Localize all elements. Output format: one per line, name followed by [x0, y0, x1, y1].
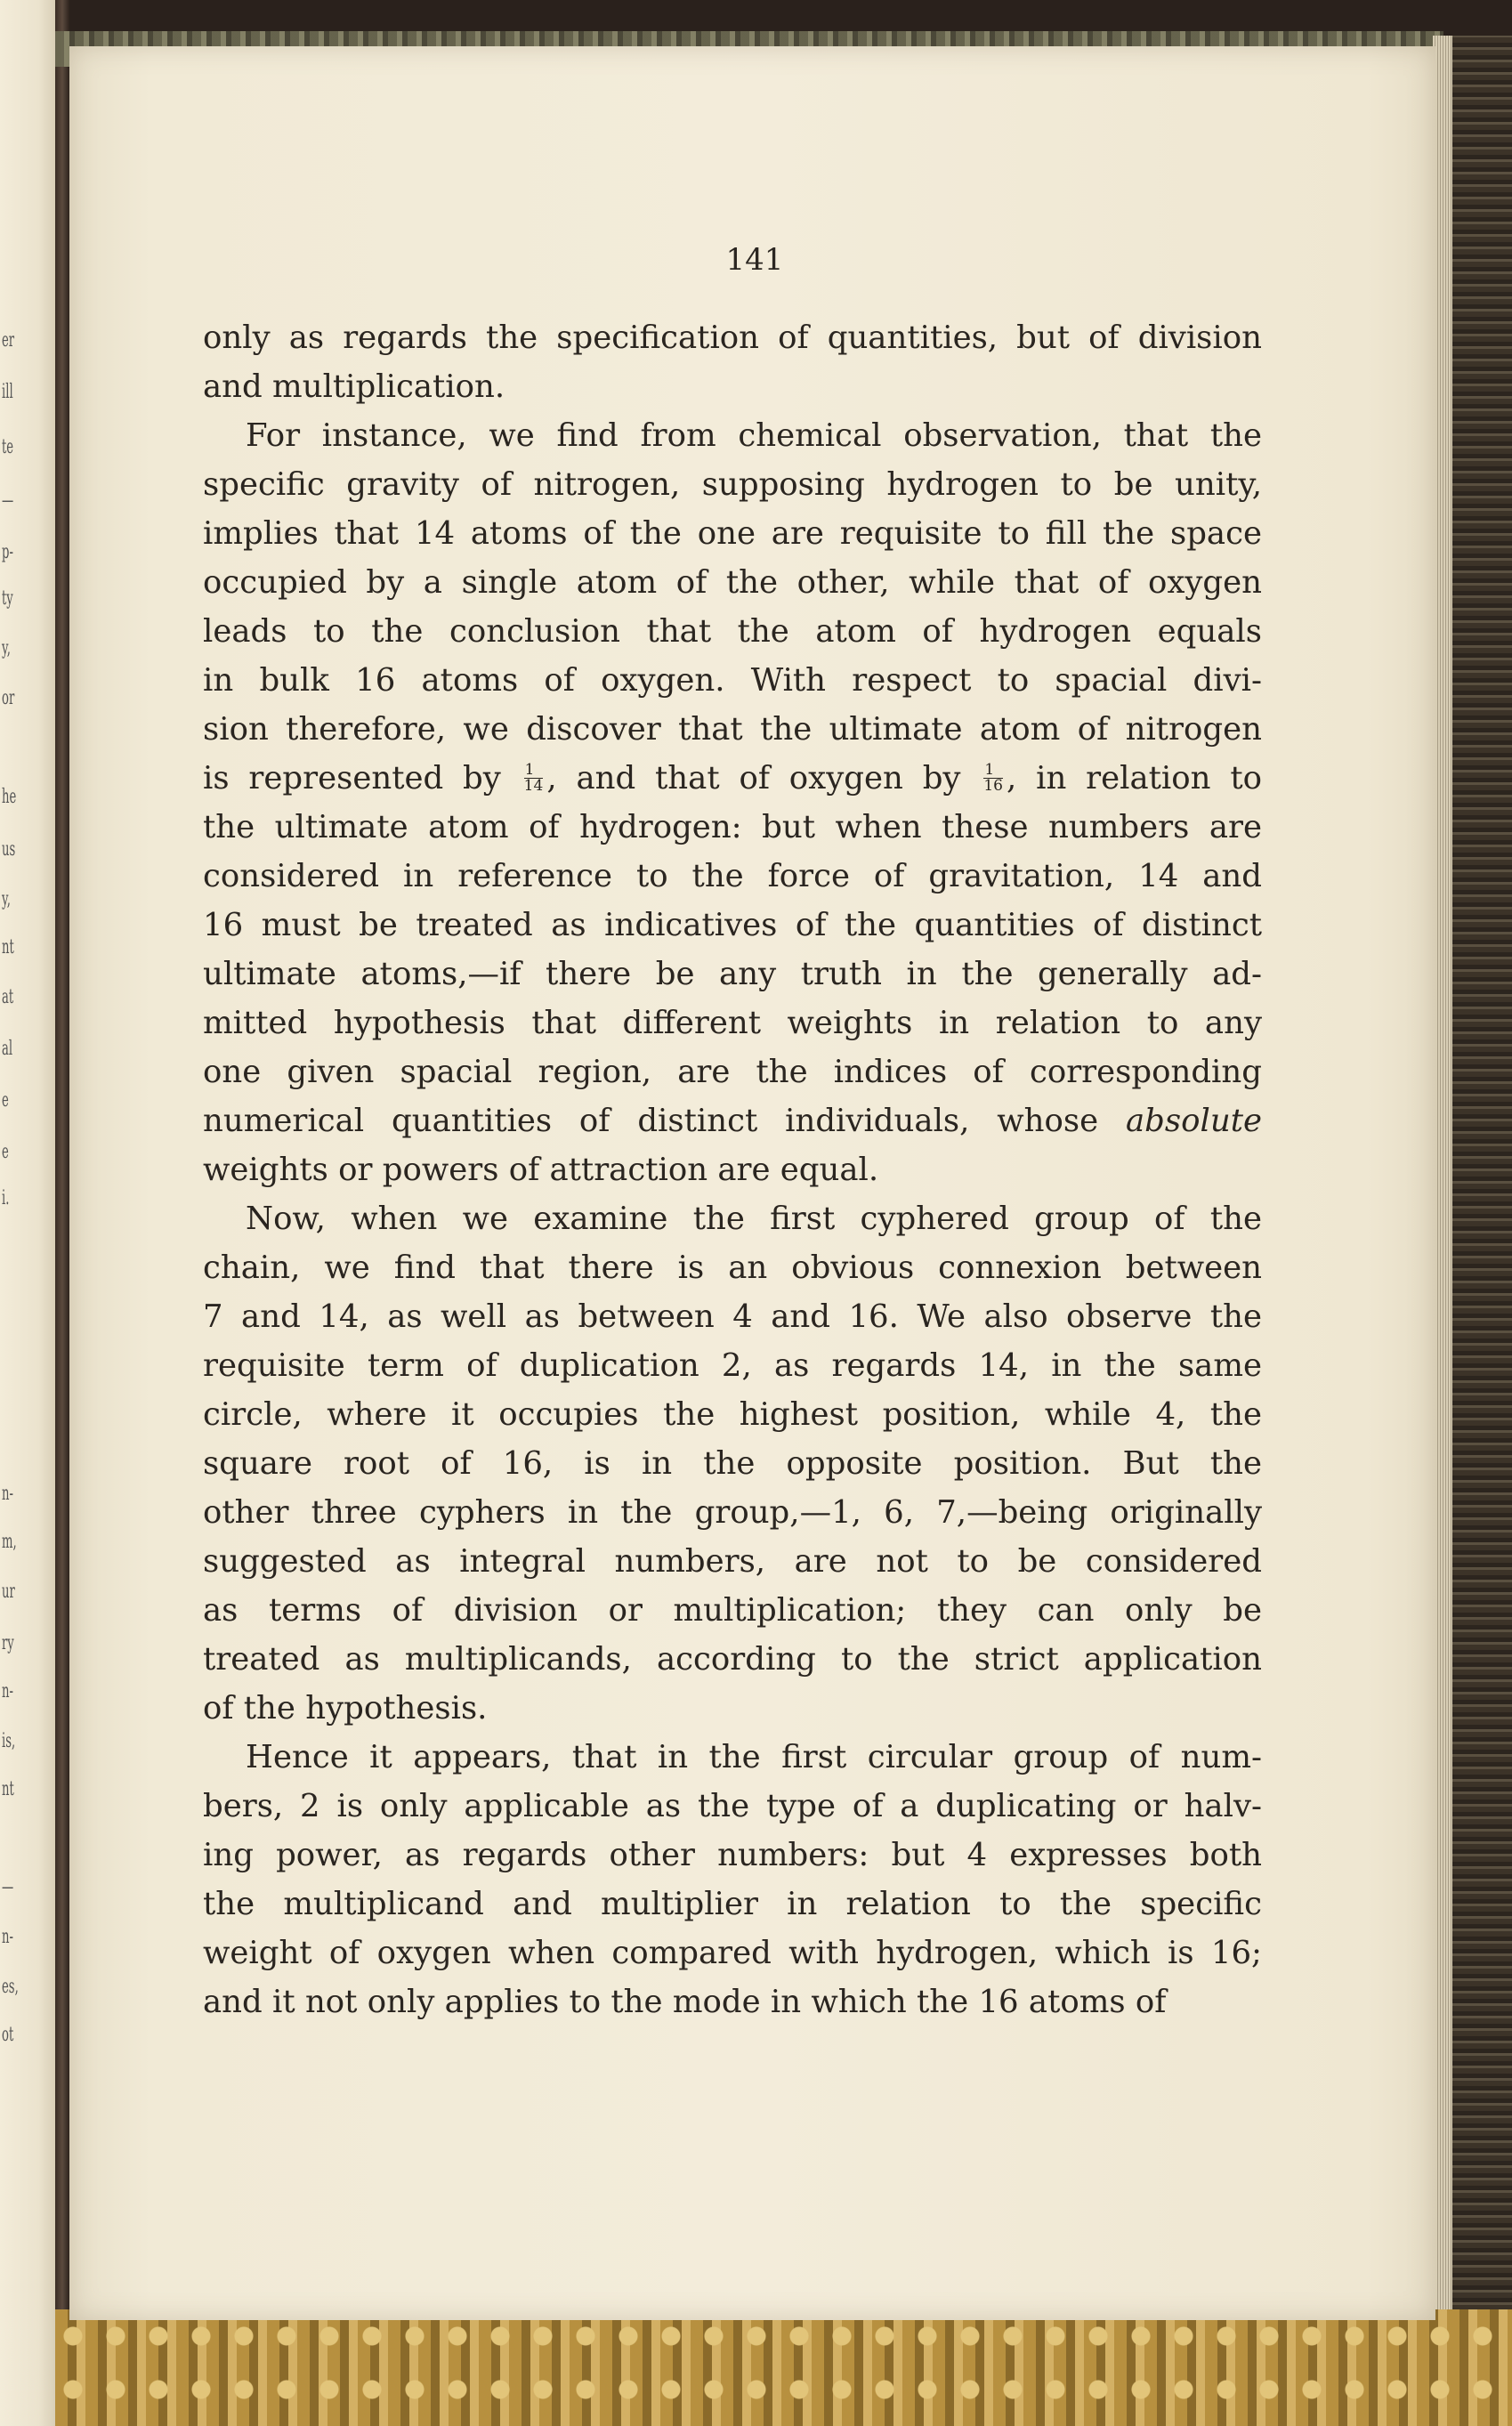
text-line [203, 1145, 1262, 1194]
margin-fragment: — [2, 1876, 14, 1898]
margin-fragment: ot [2, 2024, 14, 2046]
text-line [203, 1194, 1262, 1243]
margin-fragment: te [2, 436, 14, 458]
italic-word: absolute [1126, 1103, 1262, 1139]
text-segment: one given spacial region, are the indices of corresponding [203, 1054, 1262, 1090]
margin-fragment: e [2, 1141, 9, 1163]
text-line [203, 803, 1262, 852]
margin-fragment: — [2, 489, 14, 512]
margin-fragment: nt [2, 936, 14, 958]
text-segment: Hence it appears, that in the first circular group of num- [246, 1739, 1262, 1775]
text-line [203, 509, 1262, 558]
text-line [203, 852, 1262, 901]
page-number: 141 [725, 242, 784, 278]
text-line [203, 656, 1262, 705]
text-segment: the multiplicand and multiplier in relation to the specific [203, 1886, 1262, 1922]
margin-fragment: p- [2, 541, 13, 563]
text-line [203, 705, 1262, 754]
text-segment: numerical quantities of distinct individuals, whose [203, 1103, 1127, 1139]
text-line [203, 1488, 1262, 1537]
text-segment: considered in reference to the force of gravitation, 14 and [203, 858, 1262, 894]
right-book-edge [1433, 36, 1512, 2323]
text-segment: , and that of oxygen by [546, 760, 981, 797]
margin-fragment: y, [2, 637, 11, 659]
margin-fragment: er [2, 329, 15, 352]
text-segment: 7 and 14, as well as between 4 and 16. We also observe the [203, 1298, 1262, 1335]
text-segment: leads to the conclusion that the atom of hydrogen equals [203, 613, 1262, 650]
body-text [203, 313, 1262, 2026]
margin-fragment: y, [2, 888, 11, 910]
text-line [203, 1831, 1262, 1880]
text-segment: 16 must be treated as indicatives of the quantities of distinct [203, 907, 1262, 943]
margin-fragment: ry [2, 1632, 14, 1654]
margin-fragment: at [2, 986, 14, 1008]
margin-fragment: i. [2, 1187, 10, 1209]
text-line [203, 1390, 1262, 1439]
book-page [69, 46, 1435, 2320]
margin-fragment: es, [2, 1976, 19, 1998]
text-segment: occupied by a single atom of the other, while that of oxygen [203, 564, 1262, 601]
text-segment: weights or powers of attraction are equal. [203, 1152, 879, 1188]
fraction [983, 763, 1003, 794]
text-line [203, 1439, 1262, 1488]
fraction-denominator: 16 [983, 777, 1003, 795]
margin-fragment: is, [2, 1730, 16, 1752]
margin-fragment: he [2, 786, 17, 808]
text-segment: the ultimate atom of hydrogen: but when these numbers are [203, 809, 1262, 845]
text-line [203, 1096, 1262, 1145]
text-segment: and it not only applies to the mode in which the 16 atoms of [203, 1984, 1167, 2020]
text-segment: weight of oxygen when compared with hydrogen, which is 16; [203, 1935, 1262, 1971]
text-segment: requisite term of duplication 2, as regards 14, in the same [203, 1347, 1262, 1384]
text-line [203, 1537, 1262, 1586]
text-line [203, 362, 1262, 411]
text-segment: chain, we find that there is an obvious connexion between [203, 1249, 1262, 1286]
gilded-cover-band [55, 2309, 1512, 2426]
text-segment: For instance, we find from chemical observation, that the [246, 417, 1262, 454]
fraction-numerator: 1 [983, 763, 1003, 779]
margin-fragment: e [2, 1089, 9, 1112]
margin-fragment: ty [2, 587, 13, 610]
text-segment: specific gravity of nitrogen, supposing hydrogen to be unity, [203, 466, 1262, 503]
text-line [203, 558, 1262, 607]
text-segment: and multiplication. [203, 368, 505, 405]
text-line [203, 1586, 1262, 1635]
text-segment: only as regards the specification of quantities, but of division [203, 319, 1262, 356]
fraction [524, 763, 544, 794]
text-line [203, 999, 1262, 1047]
text-line [203, 460, 1262, 509]
fraction-denominator: 14 [523, 777, 544, 795]
text-segment: Now, when we examine the first cyphered group of the [246, 1201, 1262, 1237]
previous-page-edge [0, 0, 55, 2426]
text-segment: other three cyphers in the group,—1, 6, 7,—being originally [203, 1494, 1262, 1531]
text-segment: is represented by [203, 760, 521, 797]
text-segment: sion therefore, we discover that the ultimate atom of nitrogen [203, 711, 1262, 748]
text-line [203, 1782, 1262, 1831]
text-line [203, 1047, 1262, 1096]
margin-fragment: n- [2, 1483, 13, 1505]
text-segment: in bulk 16 atoms of oxygen. With respect to spacial divi- [203, 662, 1262, 699]
margin-fragment: ill [2, 381, 13, 403]
page-edges [1433, 36, 1452, 2323]
text-line [203, 950, 1262, 999]
text-line [203, 1880, 1262, 1929]
book-gutter [55, 0, 69, 2426]
margin-fragment: us [2, 838, 16, 861]
text-line [203, 1243, 1262, 1292]
margin-fragment: m, [2, 1531, 17, 1553]
text-segment: suggested as integral numbers, are not to be considered [203, 1543, 1262, 1580]
text-line [203, 607, 1262, 656]
text-line [203, 313, 1262, 362]
fraction-numerator: 1 [524, 763, 544, 779]
text-line [203, 754, 1262, 803]
text-segment: treated as multiplicands, according to the strict application [203, 1641, 1262, 1678]
text-segment: square root of 16, is in the opposite position. But the [203, 1445, 1262, 1482]
margin-fragment: ur [2, 1581, 15, 1603]
text-line [203, 411, 1262, 460]
text-segment: implies that 14 atoms of the one are requisite to fill the space [203, 515, 1262, 552]
text-segment: ing power, as regards other numbers: but 4 expresses both [203, 1837, 1262, 1873]
text-segment: ultimate atoms,—if there be any truth in the generally ad- [203, 956, 1262, 992]
margin-fragment: or [2, 687, 15, 709]
text-segment: as terms of division or multiplication; they can only be [203, 1592, 1262, 1629]
text-line [203, 1341, 1262, 1390]
text-segment: , in relation to [1006, 760, 1262, 797]
margin-fragment: nt [2, 1778, 14, 1800]
text-line [203, 1977, 1262, 2026]
text-line [203, 1292, 1262, 1341]
text-segment: mitted hypothesis that different weights in relation to any [203, 1005, 1262, 1041]
margin-fragment: n- [2, 1926, 13, 1948]
text-segment: bers, 2 is only applicable as the type of a duplicating or halv- [203, 1788, 1262, 1824]
text-line [203, 1929, 1262, 1977]
margin-fragment: al [2, 1038, 13, 1060]
text-segment: circle, where it occupies the highest position, while 4, the [203, 1396, 1262, 1433]
text-line [203, 1635, 1262, 1684]
text-line [203, 901, 1262, 950]
margin-fragment: n- [2, 1680, 13, 1702]
text-line [203, 1733, 1262, 1782]
text-line [203, 1684, 1262, 1733]
text-segment: of the hypothesis. [203, 1690, 488, 1727]
